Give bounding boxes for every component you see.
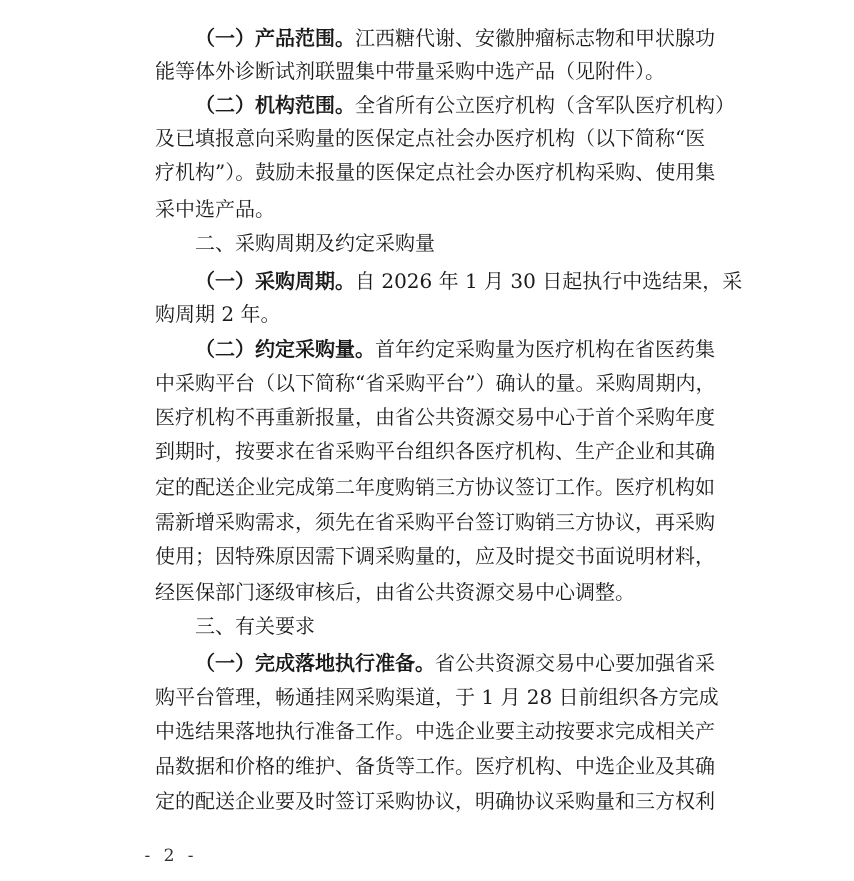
paragraph-line [195,266,743,296]
line-text: 江西糖代谢、安徽肿瘤标志物和甲状腺功 [355,26,715,50]
paragraph-line [155,436,715,466]
paragraph-line [155,194,691,224]
section-heading [195,228,691,258]
section-lead: （一）产品范围。 [195,26,355,50]
line-text: 中采购平台（以下简称“省采购平台”）确认的量。采购周期内， [155,371,716,395]
line-text: 购周期 2 年。 [155,302,281,326]
paragraph-line [195,90,735,120]
line-text: 经医保部门逐级审核后，由省公共资源交易中心调整。 [155,580,635,604]
section-lead: （二）约定采购量。 [195,337,375,361]
line-text: 全省所有公立医疗机构（含军队医疗机构） [355,93,735,117]
paragraph-line [155,472,715,502]
line-text: 使用；因特殊原因需下调采购量的，应及时提交书面说明材料， [155,544,715,568]
line-text: 需新增采购需求，须先在省采购平台签订购销三方协议，再采购 [155,510,715,534]
line-text: 首年约定采购量为医疗机构在省医药集 [375,337,715,361]
paragraph-line [195,334,715,364]
paragraph-line [195,23,715,53]
paragraph-line [155,541,715,571]
paragraph-line [155,402,715,432]
paragraph-line [155,682,719,712]
line-text: 中选结果落地执行准备工作。中选企业要主动按要求完成相关产 [155,719,715,743]
heading-text: 二、采购周期及约定采购量 [195,231,435,255]
paragraph-line [155,123,706,153]
paragraph-line [155,157,716,187]
section-heading [195,611,691,641]
paragraph-line [155,368,716,398]
section-lead: （一）完成落地执行准备。 [195,651,435,675]
paragraph-line [155,751,715,781]
line-text: 省公共资源交易中心要加强省采 [435,651,715,675]
paragraph-line [155,577,691,607]
paragraph-line [195,648,715,678]
paragraph-line [155,299,691,329]
line-text: 定的配送企业要及时签订采购协议，明确协议采购量和三方权利 [155,789,715,813]
heading-text: 三、有关要求 [195,614,315,638]
line-text: 疗机构”）。鼓励未报量的医保定点社会办医疗机构采购、使用集 [155,160,716,184]
section-lead: （一）采购周期。 [195,269,355,293]
line-text: 能等体外诊断试剂联盟集中带量采购中选产品（见附件）。 [155,59,665,83]
paragraph-line [155,786,715,816]
page-number: - 2 - [144,846,198,866]
section-lead: （二）机构范围。 [195,93,355,117]
line-text: 医疗机构不再重新报量，由省公共资源交易中心于首个采购年度 [155,405,715,429]
line-text: 品数据和价格的维护、备货等工作。医疗机构、中选企业及其确 [155,754,715,778]
paragraph-line [155,716,715,746]
line-text: 及已填报意向采购量的医保定点社会办医疗机构（以下简称“医 [155,126,706,150]
line-text: 自 2026 年 1 月 30 日起执行中选结果，采 [355,269,743,293]
line-text: 购平台管理，畅通挂网采购渠道，于 1 月 28 日前组织各方完成 [155,685,719,709]
paragraph-line [155,56,691,86]
line-text: 采中选产品。 [155,197,275,221]
paragraph-line [155,507,715,537]
line-text: 到期时，按要求在省采购平台组织各医疗机构、生产企业和其确 [155,439,715,463]
line-text: 定的配送企业完成第二年度购销三方协议签订工作。医疗机构如 [155,475,715,499]
